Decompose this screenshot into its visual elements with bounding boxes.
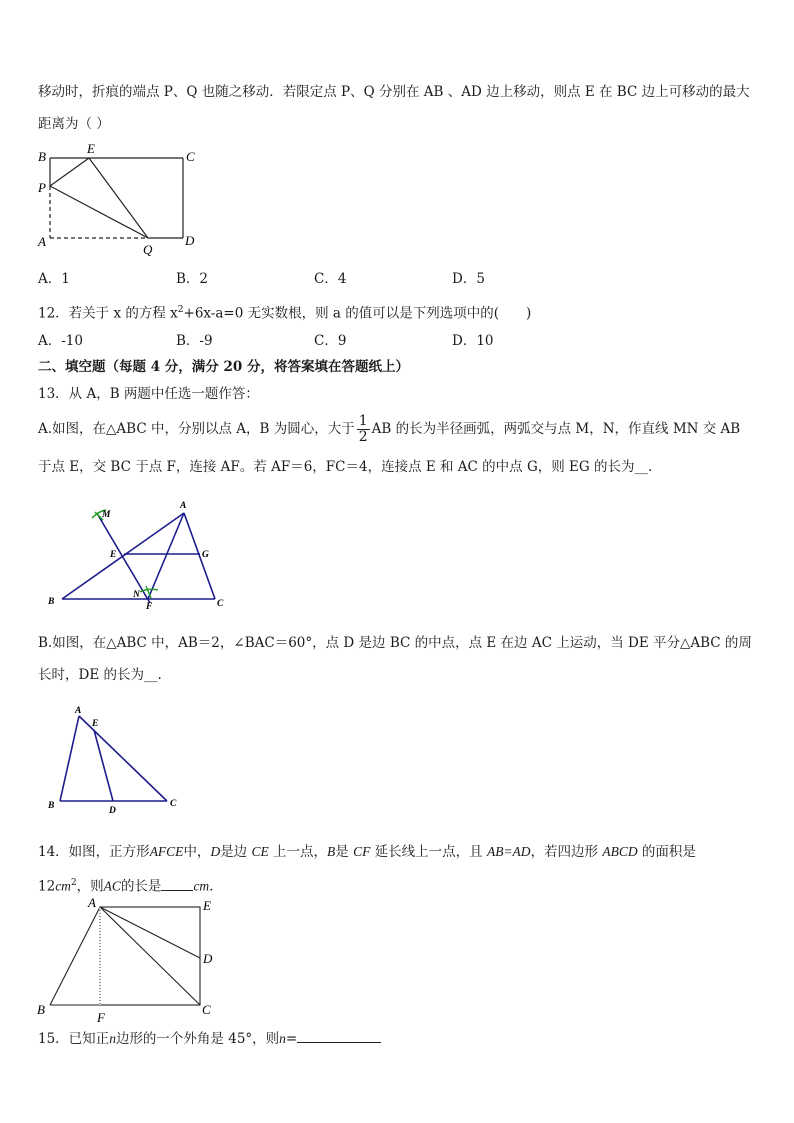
q14-label-d: D	[203, 951, 213, 966]
q11-label-a: A	[38, 234, 46, 249]
q13a-label-f: F	[146, 602, 153, 612]
q13b-label-b: B	[48, 801, 55, 811]
q14-area-value: 12	[38, 878, 56, 895]
q15-text-2: 边形的一个外角是 45°，则	[115, 1031, 280, 1047]
q12-option-b: B．-9	[176, 333, 213, 349]
q14-text-7: ，若四边形	[530, 844, 599, 860]
q14-label-e: E	[203, 898, 211, 913]
q14-length-unit: cm	[193, 878, 210, 894]
q14-label-b: B	[37, 1002, 45, 1017]
q13a-label-n: N	[133, 590, 140, 600]
q11-label-b: B	[38, 149, 46, 164]
q13-a-line1-post: AB 的长为半径画弧，两弧交与点 M，N，作直线 MN 交 AB	[371, 421, 741, 437]
q15-text-1: 15．已知正	[38, 1031, 110, 1047]
q14-text-1: 14．如图，正方形	[38, 844, 150, 860]
q12-option-a: A．-10	[38, 333, 83, 349]
q14-var-cf: CF	[353, 844, 371, 859]
q12-option-d: D．10	[452, 333, 494, 349]
q14-text-3: 是边	[220, 844, 248, 860]
q13a-label-b: B	[48, 597, 55, 607]
q11-option-d: D．5	[452, 271, 485, 287]
q11-option-c: C．4	[314, 271, 347, 287]
q15-text	[38, 1029, 381, 1049]
q14-text-5: 是	[335, 844, 349, 860]
q14-text-8: 的面积是	[641, 844, 696, 860]
q14-text-2: 中，	[183, 844, 211, 860]
q11-label-q: Q	[143, 242, 153, 257]
q13-b-line2: 长时，DE 的长为__.	[38, 667, 162, 683]
q13-intro: 13．从 A，B 两题中任选一题作答：	[38, 386, 259, 402]
q15-var-n: n	[109, 1031, 116, 1046]
q14-text-10: 的长是	[120, 878, 162, 895]
q11-text-line2: 距离为（ ）	[38, 116, 110, 132]
q13-frac-den: 2	[358, 429, 368, 445]
q13-a-line1-pre: A.如图，在△ABC 中，分别以点 A，B 为圆心，大于	[38, 421, 355, 437]
q13a-label-a: A	[180, 501, 187, 511]
q14-text-9: ，则	[76, 878, 104, 895]
q14-label-f: F	[97, 1010, 105, 1025]
q12-text-pre: 12．若关于 x 的方程 x	[38, 305, 178, 322]
q14-label-c: C	[202, 1002, 211, 1017]
q15-var-n2: n	[279, 1031, 286, 1046]
q14-var-ac: AC	[103, 878, 121, 894]
q13b-label-e: E	[92, 719, 99, 729]
q11-label-d: D	[185, 233, 195, 248]
q13b-label-d: D	[109, 806, 116, 816]
q14-text-4: 上一点，	[273, 844, 328, 860]
q14-text-6: 延长线上一点，且	[374, 844, 483, 860]
section2-title: 二、填空题（每题 4 分，满分 20 分，将答案填在答题纸上）	[38, 359, 409, 375]
q14-text-end: ．	[209, 878, 223, 895]
q15-answer-blank[interactable]	[297, 1042, 381, 1043]
q14-var-ce: CE	[251, 844, 269, 859]
q14-var-ab-ad: AB=AD	[486, 844, 531, 859]
q13a-label-g: G	[202, 550, 209, 560]
q14-area-exponent: 2	[70, 878, 77, 888]
q15-text-3: =	[285, 1031, 298, 1047]
q13a-label-c: C	[217, 599, 224, 609]
q11-label-e: E	[87, 141, 95, 156]
q13b-label-a: A	[75, 706, 82, 716]
q12-option-c: C．9	[314, 333, 347, 349]
q13a-label-m: M	[102, 510, 111, 520]
q13a-label-e: E	[110, 550, 117, 560]
q11-option-a: A．1	[38, 271, 70, 287]
q13-frac-num: 1	[358, 413, 368, 429]
q14-var-d: D	[210, 844, 221, 859]
q12-exponent: 2	[177, 305, 184, 315]
q11-text-line1: 移动时，折痕的端点 P、Q 也随之移动．若限定点 P、Q 分别在 AB 、AD 边上移动，则点 E 在 BC 边上可移动的最大	[38, 84, 750, 100]
q11-label-c: C	[186, 149, 195, 164]
q14-label-a: A	[88, 895, 96, 910]
q11-label-p: P	[38, 180, 46, 195]
q14-var-afce: AFCE	[149, 844, 184, 859]
q14-var-b: B	[327, 844, 336, 859]
q13-a-line2: 于点 E，交 BC 于点 F，连接 AF。若 AF＝6，FC＝4，连接点 E 和 AC 的中点 G，则 EG 的长为__.	[38, 459, 653, 475]
q13b-label-c: C	[170, 799, 177, 809]
q13-b-line1: B.如图，在△ABC 中，AB＝2，∠BAC＝60°，点 D 是边 BC 的中点，点 E 在边 AC 上运动，当 DE 平分△ABC 的周	[38, 635, 752, 651]
q14-area-unit: cm	[55, 878, 71, 894]
q14-var-abcd: ABCD	[602, 844, 638, 859]
q11-option-b: B．2	[176, 271, 209, 287]
q12-text-post: +6x-a=0 无实数根，则 a 的值可以是下列选项中的( )	[183, 305, 532, 322]
